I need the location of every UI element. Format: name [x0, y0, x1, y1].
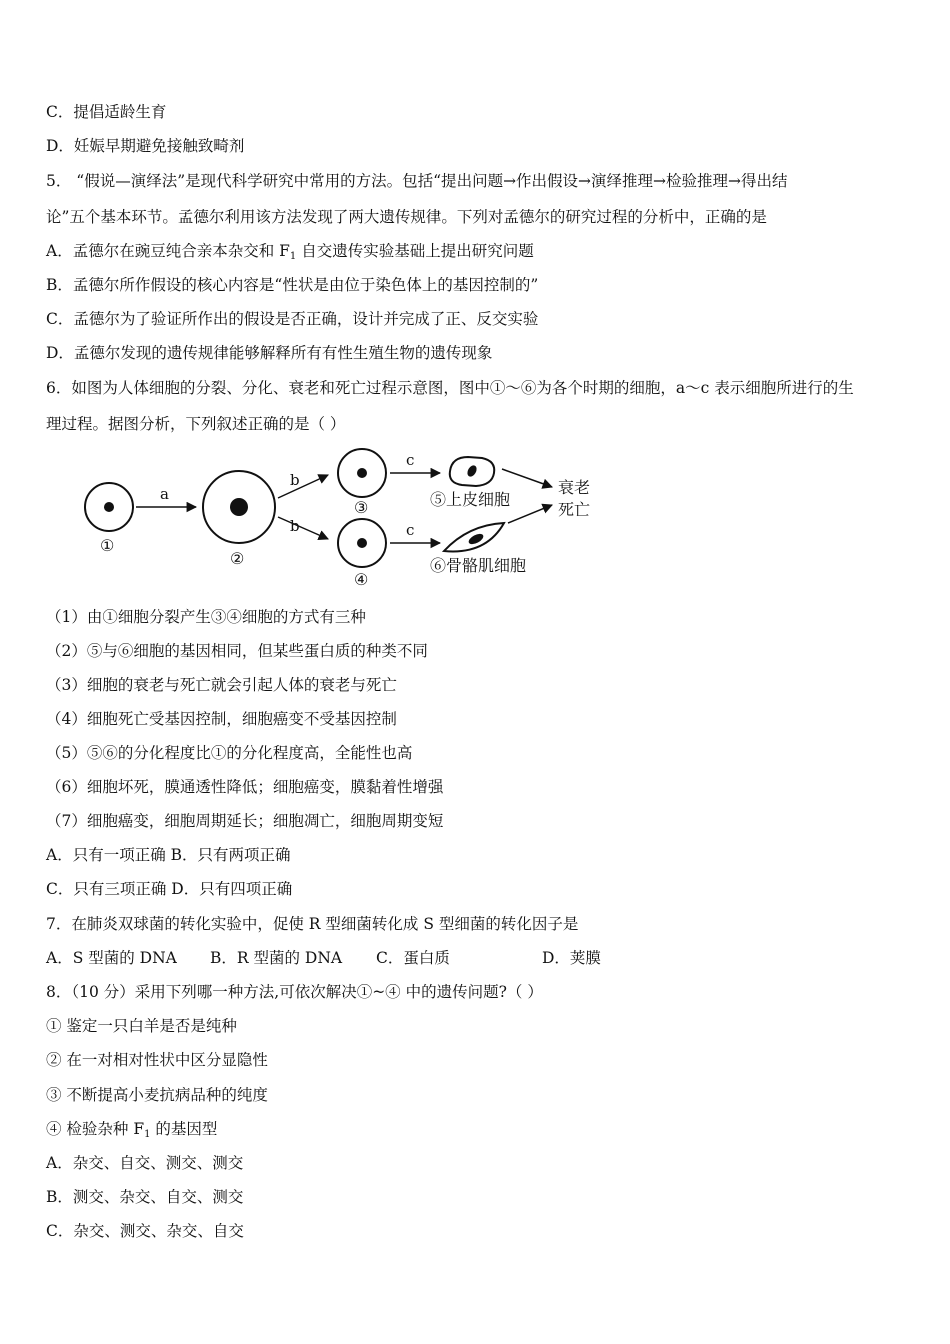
- q7-option-c: C．蛋白质: [376, 949, 450, 967]
- cell-2: [203, 471, 275, 543]
- cell-3: [338, 449, 386, 497]
- outcome-death: 死亡: [558, 500, 591, 519]
- q8-item-4: [46, 1119, 217, 1145]
- q4-option-d: D．妊娠早期避免接触致畸剂: [46, 137, 245, 155]
- q6-statement-4: （4）细胞死亡受基因控制，细胞癌变不受基因控制: [46, 710, 397, 728]
- q5-option-a-subscript: 1: [289, 251, 297, 262]
- arrow-c-top-label: c: [406, 451, 415, 469]
- q7-stem: 7．在肺炎双球菌的转化实验中，促使 R 型细菌转化成 S 型细菌的转化因子是: [46, 915, 579, 933]
- q5-option-d: D．孟德尔发现的遗传规律能够解释所有有性生殖生物的遗传现象: [46, 344, 493, 362]
- cell-6-label: ⑥骨骼肌细胞: [430, 556, 527, 575]
- q5-option-a: [46, 241, 534, 267]
- q6-options-cd: C．只有三项正确 D．只有四项正确: [46, 880, 293, 898]
- outcome-aging: 衰老: [558, 478, 591, 497]
- q6-options-ab: A．只有一项正确 B．只有两项正确: [46, 846, 291, 864]
- q6-stem-line2: 理过程。据图分析，下列叙述正确的是（ ）: [46, 415, 346, 433]
- q8-item-1: ① 鉴定一只白羊是否是纯种: [46, 1017, 237, 1035]
- q5-option-a-prefix: A．孟德尔在豌豆纯合亲本杂交和 F: [46, 242, 290, 260]
- cell-1-label: ①: [100, 536, 115, 555]
- q6-statement-2: （2）⑤与⑥细胞的基因相同，但某些蛋白质的种类不同: [46, 642, 428, 660]
- arrow-aging-top: [502, 469, 552, 487]
- q5-stem-line2: 论”五个基本环节。孟德尔利用该方法发现了两大遗传规律。下列对孟德尔的研究过程的分析中，正确的是: [46, 208, 767, 226]
- arrow-c-bottom-label: c: [406, 521, 415, 539]
- cell-5-label: ⑤上皮细胞: [430, 490, 511, 509]
- q8-item-2: ② 在一对相对性状中区分显隐性: [46, 1051, 268, 1069]
- q8-item-3: ③ 不断提高小麦抗病品种的纯度: [46, 1086, 268, 1104]
- arrow-a-label: a: [160, 485, 169, 503]
- arrow-b-bottom: [278, 517, 328, 539]
- q6-statement-1: （1）由①细胞分裂产生③④细胞的方式有三种: [46, 608, 366, 626]
- q8-item-4-suffix: 的基因型: [150, 1120, 218, 1138]
- q5-option-a-suffix: 自交遗传实验基础上提出研究问题: [296, 242, 534, 260]
- q8-item-4-subscript: 1: [144, 1129, 151, 1140]
- cell-1: [85, 483, 133, 531]
- cell-process-diagram: [78, 443, 608, 593]
- q5-option-c: C．孟德尔为了验证所作出的假设是否正确，设计并完成了正、反交实验: [46, 310, 539, 328]
- q6-statement-7: （7）细胞癌变，细胞周期延长；细胞凋亡，细胞周期变短: [46, 812, 444, 830]
- cell-5-epithelial: [450, 457, 495, 486]
- cell-2-label: ②: [230, 549, 245, 568]
- arrow-aging-bottom: [508, 505, 552, 523]
- cell-4-label: ④: [354, 570, 369, 589]
- cell-3-label: ③: [354, 498, 369, 517]
- arrow-b-bottom-label: b: [290, 517, 300, 535]
- q6-statement-3: （3）细胞的衰老与死亡就会引起人体的衰老与死亡: [46, 676, 397, 694]
- arrow-b-top-label: b: [290, 471, 300, 489]
- q6-statement-6: （6）细胞坏死，膜通透性降低；细胞癌变，膜黏着性增强: [46, 778, 444, 796]
- q7-option-b: B．R 型菌的 DNA: [210, 949, 343, 967]
- q6-stem-line1: 6．如图为人体细胞的分裂、分化、衰老和死亡过程示意图，图中①～⑥为各个时期的细胞，a～c 表示细胞所进行的生: [46, 379, 854, 397]
- q7-options: [46, 948, 601, 968]
- cell-6-muscle: [444, 523, 504, 551]
- q8-option-b: B．测交、杂交、自交、测交: [46, 1188, 244, 1206]
- q5-stem-line1: 5． “假说—演绎法”是现代科学研究中常用的方法。包括“提出问题→作出假设→演绎推理→检验推理→得出结: [46, 172, 788, 190]
- q8-option-a: A．杂交、自交、测交、测交: [46, 1154, 244, 1172]
- q6-statement-5: （5）⑤⑥的分化程度比①的分化程度高，全能性也高: [46, 744, 413, 762]
- q8-item-4-prefix: ④ 检验杂种 F: [46, 1120, 145, 1138]
- q7-option-d: D．荚膜: [542, 949, 601, 967]
- q8-option-c: C．杂交、测交、杂交、自交: [46, 1222, 244, 1240]
- cell-4: [338, 519, 386, 567]
- arrow-b-top: [278, 475, 328, 498]
- q4-option-c: C．提倡适龄生育: [46, 103, 167, 121]
- q7-option-a: A．S 型菌的 DNA: [46, 949, 177, 967]
- q5-option-b: B．孟德尔所作假设的核心内容是“性状是由位于染色体上的基因控制的”: [46, 276, 539, 294]
- q8-stem: 8．（10 分）采用下列哪一种方法,可依次解决①~④ 中的遗传问题?（ ）: [46, 983, 543, 1001]
